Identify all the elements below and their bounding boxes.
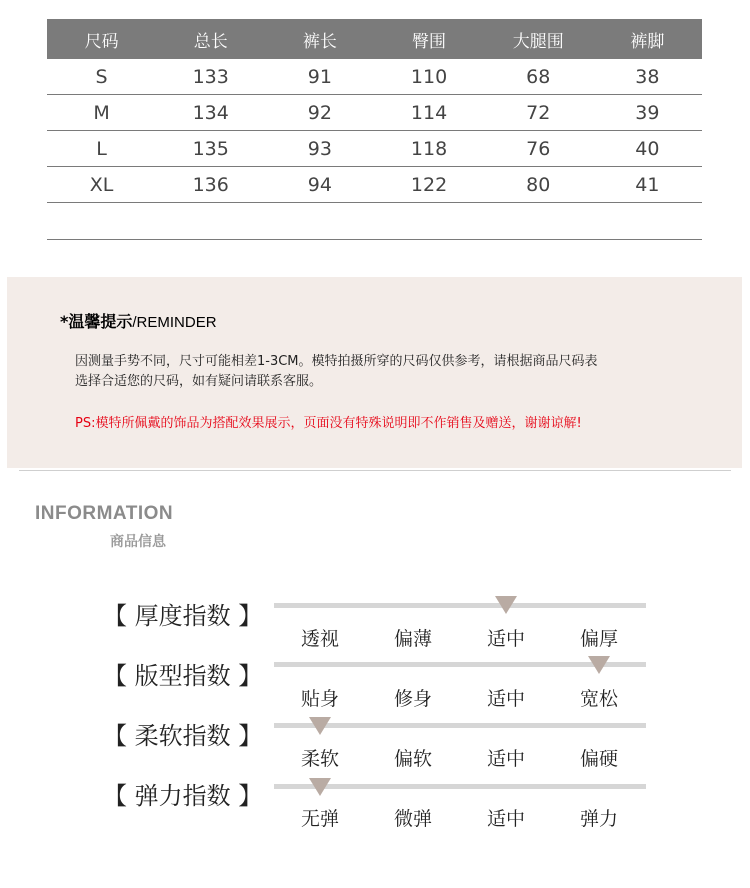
index-row-elasticity [0,776,750,836]
index-option: 宽松 [579,688,618,710]
index-option: 偏硬 [579,748,618,770]
table-cell: 76 [484,131,593,167]
index-option: 透视 [300,628,339,650]
index-label: 【 厚度指数 】 [103,602,263,630]
table-cell [484,203,593,240]
index-bar [274,603,646,608]
index-marker [495,596,517,614]
index-option: 偏薄 [393,628,432,650]
table-cell: 38 [593,59,702,95]
header-size: 尺码 [47,19,156,59]
reminder-line: 选择合适您的尺码，如有疑问请联系客服。 [75,374,323,389]
table-cell: 133 [156,59,265,95]
table-cell [47,203,156,240]
section-divider [19,470,731,471]
table-cell: M [47,95,156,131]
index-marker [309,717,331,735]
table-cell: 122 [374,167,483,203]
index-option: 修身 [393,688,432,710]
reminder-body [75,352,685,392]
index-option: 弹力 [579,808,618,830]
index-option: 适中 [486,808,525,830]
table-cell: L [47,131,156,167]
table-row [47,131,702,167]
index-label: 【 柔软指数 】 [103,722,263,750]
index-option: 柔软 [300,748,339,770]
index-label: 【 版型指数 】 [103,662,263,690]
table-cell: 93 [265,131,374,167]
table-row-empty [47,203,702,240]
index-option: 偏厚 [579,628,618,650]
table-row [47,167,702,203]
table-cell [593,203,702,240]
index-option: 偏软 [393,748,432,770]
table-cell [374,203,483,240]
index-option: 适中 [486,628,525,650]
table-cell: 134 [156,95,265,131]
index-row-softness [0,716,750,776]
header-hip: 臀围 [374,19,483,59]
table-cell: 41 [593,167,702,203]
reminder-title-cn: *温馨提示 [60,312,133,331]
information-subtitle: 商品信息 [110,534,166,550]
table-row [47,95,702,131]
table-cell: 40 [593,131,702,167]
reminder-line: 因测量手势不同，尺寸可能相差1-3CM。模特拍摄所穿的尺码仅供参考，请根据商品尺码表 [75,354,598,369]
header-pants-length: 裤长 [265,19,374,59]
header-thigh: 大腿围 [484,19,593,59]
index-row-thickness [0,596,750,656]
information-title: INFORMATION [35,503,174,524]
table-cell: 72 [484,95,593,131]
reminder-ps-note: PS:模特所佩戴的饰品为搭配效果展示，页面没有特殊说明即不作销售及赠送，谢谢谅解! [75,416,582,431]
table-cell: 114 [374,95,483,131]
table-cell: 136 [156,167,265,203]
header-leg-opening: 裤脚 [593,19,702,59]
index-label: 【 弹力指数 】 [103,782,263,810]
index-option: 微弹 [393,808,432,830]
table-cell: 94 [265,167,374,203]
index-marker [309,778,331,796]
size-table [47,19,702,240]
table-cell [265,203,374,240]
reminder-title-en: /REMINDER [132,314,217,331]
index-row-fit [0,656,750,716]
size-table-header [47,19,702,59]
table-cell: 92 [265,95,374,131]
table-cell: 110 [374,59,483,95]
reminder-panel [7,277,742,468]
index-option: 无弹 [300,808,339,830]
table-cell: S [47,59,156,95]
table-cell [156,203,265,240]
table-cell: 135 [156,131,265,167]
index-option: 适中 [486,748,525,770]
table-cell: 80 [484,167,593,203]
table-cell: 39 [593,95,702,131]
table-cell: XL [47,167,156,203]
table-cell: 68 [484,59,593,95]
table-cell: 91 [265,59,374,95]
header-total-length: 总长 [156,19,265,59]
index-option: 贴身 [300,688,339,710]
table-row [47,59,702,95]
index-marker [588,656,610,674]
reminder-title [60,309,217,332]
index-option: 适中 [486,688,525,710]
table-cell: 118 [374,131,483,167]
